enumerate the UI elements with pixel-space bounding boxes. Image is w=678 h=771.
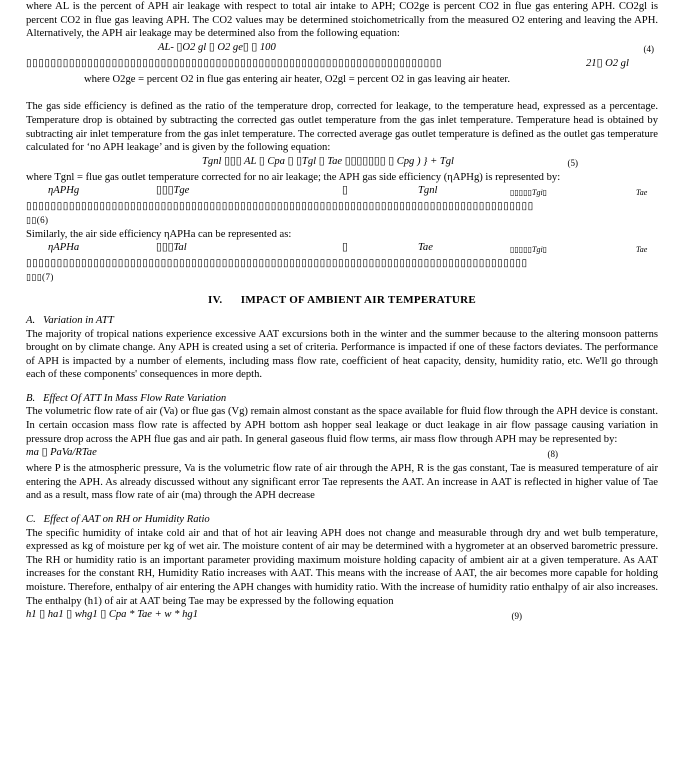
equation-6 [26,184,658,200]
equation-4-garbled [26,57,658,73]
paragraph-air-leakage: where AL is the percent of APH air leakage with respect to total air intake to APH; CO2ge is percent CO2 in flue gas entering APH. CO2gl is percent CO2 in flue gas leaving APH. The CO2 values may be determined stoichometrically from the measured O2 entering and leaving the APH. Alternatively, the APH air leakage may be determined also from the following equation: [26,1,658,40]
o2-definitions: where O2ge = percent O2 in flue gas entering air heater, O2gl = percent O2 in gas leaving air heater. [84,73,510,85]
garbled-glyphs-7: ▯▯▯▯▯▯▯▯▯▯▯▯▯▯▯▯▯▯▯▯▯▯▯▯▯▯▯▯▯▯▯▯▯▯▯▯▯▯▯▯▯▯▯▯▯▯▯▯▯▯▯▯▯▯▯▯▯▯▯▯▯▯▯▯▯▯▯▯▯▯▯▯▯▯▯▯▯▯▯▯▯▯ [26,258,528,270]
garbled-glyphs-6: ▯▯▯▯▯▯▯▯▯▯▯▯▯▯▯▯▯▯▯▯▯▯▯▯▯▯▯▯▯▯▯▯▯▯▯▯▯▯▯▯▯▯▯▯▯▯▯▯▯▯▯▯▯▯▯▯▯▯▯▯▯▯▯▯▯▯▯▯▯▯▯▯▯▯▯▯▯▯▯▯▯▯▯ [26,201,534,213]
equation-6-number: ▯▯(6) [26,214,49,225]
garbled-glyphs-4: ▯▯▯▯▯▯▯▯▯▯▯▯▯▯▯▯▯▯▯▯▯▯▯▯▯▯▯▯▯▯▯▯▯▯▯▯▯▯▯▯▯▯▯▯▯▯▯▯▯▯▯▯▯▯▯▯▯▯▯▯▯▯▯▯▯▯▯▯ [26,57,443,69]
subsection-a-text: The majority of tropical nations experience excessive AAT excursions both in the winter and the summer because to the altering monsoon patterns brought on by climate change. Any APH is created using a set of criteria. Performance is impacted if one of these factors deviates. The performance of APH is impacted by a number of elements, including mass flow rate, coefficient of heat capacity, density, humidity ratio, etc. We'll go through each of these components' consequences in more depth. [26,328,658,381]
subsection-a-title: A. Variation in ATT [26,314,114,326]
equation-5-body: Tgnl ▯▯▯ AL ▯ Cpa ▯ ▯Tgl ▯ Tae ▯▯▯▯▯▯▯ ▯ Cpg ) } + Tgl [202,155,454,167]
equation-4-body: AL- ▯O2 gl ▯ O2 ge▯ ▯ 100 [158,41,276,53]
equation-9-number: (9) [511,611,522,622]
equation-8-body: ma ▯ PaVa/RTae [26,447,97,459]
paragraph-gas-side-efficiency: The gas side efficiency is defined as the ratio of the temperature drop, corrected for leakage, to the temperature head, expressed as a percentage. Temperature drop is obtained by subtracting the corrected gas outlet temperature from the gas inlet temperature. Temperature head is obtained by subtracting air inlet temperature from the gas inlet temperature. The corrected average gas outlet temperature is defined as the outlet gas temperature calculated for ‘no APH leakage’ and is given by the following equation: [26,101,658,154]
equation-7-term4: Tae [636,245,648,255]
equation-5-number: (5) [567,157,578,168]
subsection-c-title: C. Effect of AAT on RH or Humidity Ratio [26,514,210,526]
equation-7-term1: ▯▯▯Tal [156,242,187,254]
equation-8-number: (8) [547,449,558,460]
equation-7 [26,241,658,257]
equation-4-number: (4) [643,43,654,54]
equation-6-term2: Tgnl [418,185,438,197]
equation-9-body: h1 ▯ ha1 ▯ whg1 ▯ Cpa * Tae + w * hg1 [26,609,198,621]
equation-7-op: ▯ [342,242,348,254]
equation-6-lhs: ηAPHg [48,185,80,197]
equation-6-term3: ▯▯▯▯▯Tgi▯ [510,188,548,198]
equation-5 [26,155,658,171]
equation-6-term4: Tae [636,188,648,198]
subsection-b-text-2: where P is the atmospheric pressure, Va is the volumetric flow rate of air through the APH, R is the gas constant, Tae is measured temperature of air entering the APH. As already discussed without any significant error Tae represents the AAT. An increase in AAT is reflected in higher value of Tae and as a result, mass flow rate of air (ma) through the APH decrease [26,463,658,502]
section-heading: IV. IMPACT OF AMBIENT AIR TEMPERATURE [208,294,476,307]
subsection-b-title: B. Effect Of ATT In Mass Flow Rate Variation [26,392,227,404]
equation-6-term1: ▯▯▯Tge [156,185,190,197]
equation-6-op: ▯ [342,185,348,197]
equation-4 [26,41,658,57]
tgnl-definition: where Tgnl = flue gas outlet temperature corrected for no air leakage; the APH gas side efficiency (ηAPHg) is represented by: [26,171,561,183]
equation-7-term2: Tae [418,242,433,254]
paper-page [26,0,658,624]
equation-7-number: ▯▯▯(7) [26,271,54,282]
subsection-b-text: The volumetric flow rate of air (Va) or flue gas (Vg) remain almost constant as the space available for fluid flow through the APH device is constant. In certain occasion mass flow rate is affected by APH bottom ash hopper seal leakage or duct leakage in air flow passage causing variation in pressure drop across the APH flue gas and air path. In general gaseous fluid flow terms, air mass flow through APH may be represented by: [26,406,658,445]
equation-4-tail: 21▯ O2 gl [586,57,629,69]
equation-8 [26,446,658,462]
equation-7-term3: ▯▯▯▯▯Tgi▯ [510,245,548,255]
air-side-efficiency-intro: Similarly, the air side efficiency ηAPHa can be represented as: [26,228,292,240]
equation-7-lhs: ηAPHa [48,242,80,254]
subsection-c-text: The specific humidity of intake cold air and that of hot air leaving APH does not change and measurable through dry and wet bulb temperature, expressed as kg of moisture per kg of wet air. The moisture content of air may be determined with a hygrometer at an observed barometric pressure. The RH or humidity ratio is an important parameter providing maximum moisture holding capacity of ambient air at a given temperature. As AAT increases for the constant RH, Humidity Ratio increases with AAT. This means with the increase of AAT, the air becomes more capable for holding moisture. Therefore, enthalpy of air entering the APH changes with humidity ratio. With the increase of humidity ratio enthalpy of air also increases. The enthalpy (h1) of air at AAT being Tae may be expressed by the following equation [26,527,658,607]
equation-9 [26,608,658,624]
